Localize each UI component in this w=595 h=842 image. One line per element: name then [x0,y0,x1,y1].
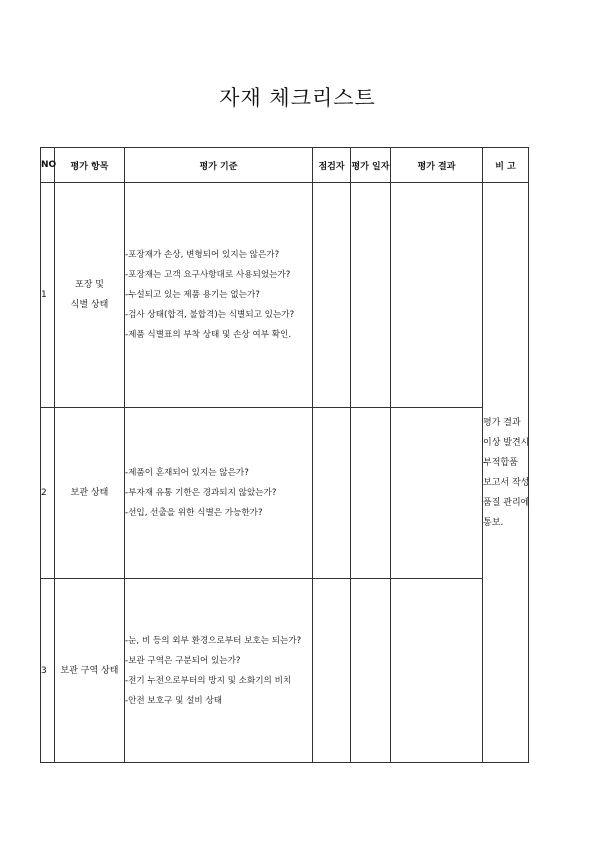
table-row [41,408,529,579]
header-item: 평가 항목 [55,148,125,183]
result-cell [391,579,483,763]
criteria-line: -눈, 비 등의 외부 환경으로부터 보호는 되는가? [125,635,302,646]
result-cell [391,183,483,408]
row-number: 1 [41,183,55,408]
date-cell [351,579,391,763]
checklist-table [40,147,529,763]
evaluation-criteria [125,183,313,408]
item-line: 보관 상태 [70,488,109,498]
criteria-line: -안전 보호구 및 설비 상태 [125,695,223,706]
header-result: 평가 결과 [391,148,483,183]
table-row [41,183,529,408]
item-line: 포장 및 [75,280,104,290]
criteria-line: -전기 누전으로부터의 방지 및 소화기의 비치 [125,675,292,686]
date-cell [351,183,391,408]
header-inspector: 점검자 [313,148,351,183]
criteria-line: -제품이 혼재되어 있지는 않은가? [125,468,249,478]
evaluation-item [55,408,125,579]
remarks-line: 평가 결과 [483,417,521,428]
criteria-line: -포장재는 고객 요구사항대로 사용되었는가? [125,270,291,280]
criteria-line: -검사 상태(합격, 불합격)는 식별되고 있는가? [125,310,295,320]
criteria-line: -부자재 유통 기한은 경과되지 않았는가? [125,488,277,498]
result-cell [391,408,483,579]
criteria-line: -누설되고 있는 제품 용기는 없는가? [125,290,260,300]
inspector-cell [313,579,351,763]
remarks-line: 품질 관리에 [483,497,530,508]
criteria-line: -보관 구역은 구분되어 있는가? [125,655,241,666]
evaluation-criteria [125,579,313,763]
header-date: 평가 일자 [351,148,391,183]
date-cell [351,408,391,579]
inspector-cell [313,408,351,579]
remarks-line: 보고서 작성 [483,477,530,488]
header-no: NO [41,148,55,183]
header-row [41,148,529,183]
table-row [41,579,529,763]
remarks-line: 이상 발견시 [483,437,530,448]
document-title: 자재 체크리스트 [219,86,376,110]
criteria-line: -포장재가 손상, 변형되어 있지는 않은가? [125,250,280,260]
remarks-cell [483,183,529,763]
row-number: 2 [41,408,55,579]
remarks-line: 통보. [483,517,504,528]
criteria-line: -선입, 선출을 위한 식별은 가능한가? [125,508,263,518]
header-criteria: 평가 기준 [125,148,313,183]
item-line: 식별 상태 [70,300,109,310]
item-line: 보관 구역 상태 [60,665,119,676]
row-number: 3 [41,579,55,763]
evaluation-criteria [125,408,313,579]
criteria-line: -제품 식별표의 부착 상태 및 손상 여부 확인. [125,330,292,340]
inspector-cell [313,183,351,408]
evaluation-item [55,579,125,763]
header-remarks: 비 고 [483,148,529,183]
remarks-line: 부적합품 [483,457,518,468]
evaluation-item [55,183,125,408]
